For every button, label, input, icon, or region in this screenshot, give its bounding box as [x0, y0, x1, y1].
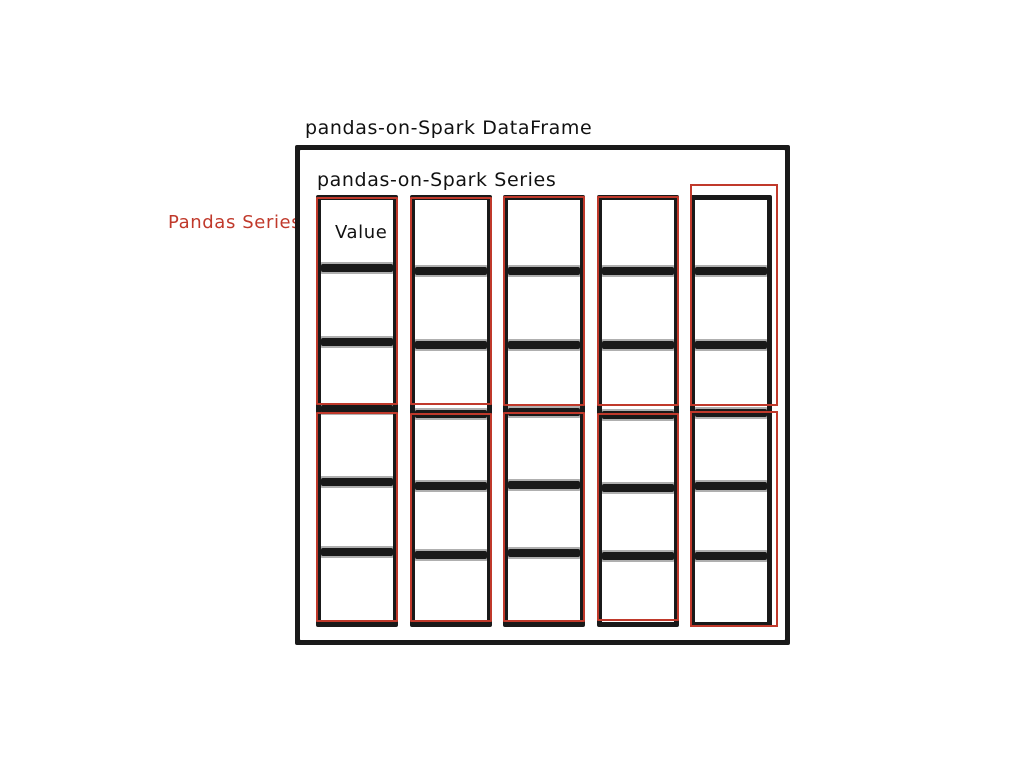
- spark-series-highlight-upper: [690, 184, 778, 406]
- pandas-series-highlight-upper-4: [597, 196, 679, 406]
- pandas-series-highlight-lower-4: [597, 413, 679, 621]
- pandas-series-highlight-upper-1: [316, 197, 398, 405]
- pandas-series-label: Pandas Series: [168, 212, 302, 233]
- pandas-series-highlight-lower-2: [410, 413, 492, 622]
- pandas-series-highlight-upper-3: [503, 196, 585, 406]
- dataframe-title: pandas-on-Spark DataFrame: [305, 117, 593, 139]
- spark-series-highlight-lower: [690, 411, 778, 627]
- series-title: pandas-on-Spark Series: [317, 169, 557, 191]
- pandas-series-highlight-upper-2: [410, 197, 492, 405]
- pandas-series-highlight-lower-3: [503, 412, 585, 622]
- value-label: Value: [335, 222, 388, 243]
- pandas-series-highlight-lower-1: [316, 412, 398, 622]
